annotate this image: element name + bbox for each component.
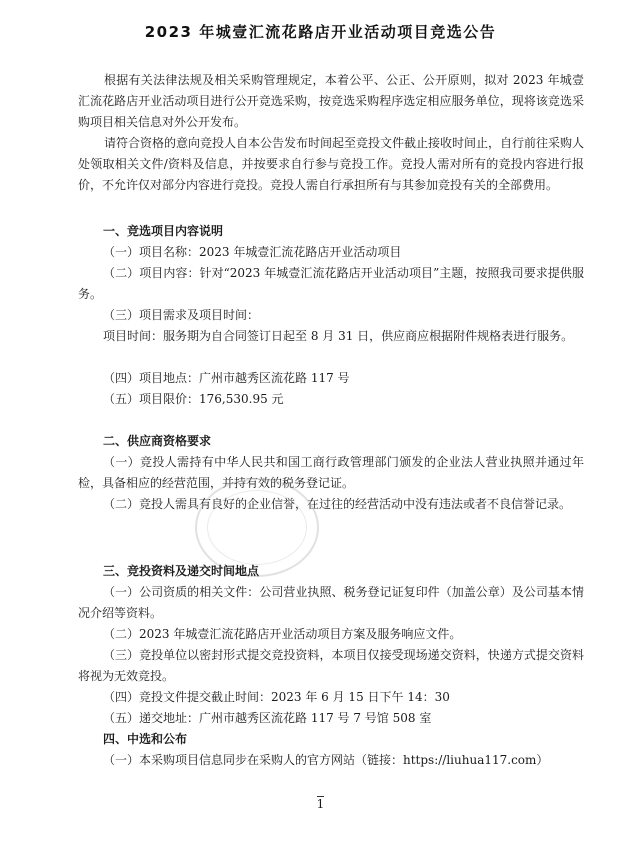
section-4-heading: 四、中选和公布: [103, 732, 188, 746]
section-2-item-2: （二）竞投人需具有良好的企业信誉，在过往的经营活动中没有违法或者不良信誉记录。: [103, 497, 572, 511]
section-2-heading: 二、供应商资格要求: [103, 434, 212, 448]
intro-paragraph-2: 请符合资格的意向竞投人自本公告发布时间起至竞投文件截止接收时间止，自行前往采购人处领取相关文件/资料及信息，并按要求自行参与竞投工作。竞投人需对所有的竞投内容进行报价，不允许仅对部分内容进行竞投。竞投人需自行承担所有与其参加竞投有关的全部费用。: [78, 136, 585, 192]
section-3-item-4: （四）竞投文件提交截止时间：2023 年 6 月 15 日下午 14：30: [103, 690, 450, 704]
section-1-item-1: （一）项目名称：2023 年城壹汇流花路店开业活动项目: [103, 245, 402, 259]
section-3-item-1: （一）公司资质的相关文件：公司营业执照、税务登记证复印件（加盖公章）及公司基本情况介绍等资料。: [78, 585, 584, 620]
section-3-item-5: （五）递交地址：广州市越秀区流花路 117 号 7 号馆 508 室: [103, 711, 432, 725]
section-1-item-5: （五）项目限价：176,530.95 元: [103, 392, 284, 406]
section-3-heading: 三、竞投资料及递交时间地点: [103, 564, 260, 578]
section-1-item-2: （二）项目内容：针对“2023 年城壹汇流花路店开业活动项目”主题，按照我司要求提供服务。: [78, 266, 584, 301]
section-3-item-3: （三）竞投单位以密封形式提交竞投资料，本项目仅接受现场递交资料，快递方式提交资料将视为无效竞投。: [78, 648, 584, 683]
intro-paragraph-1: 根据有关法律法规及相关采购管理规定，本着公平、公正、公开原则，拟对 2023 年城壹汇流花路店开业活动项目进行公开竞选采购，按竞选采购程序选定相应服务单位，现将该竞选采购项目相关信息对外公开发布。: [78, 73, 584, 129]
section-2-item-1: （一）竞投人需持有中华人民共和国工商行政管理部门颁发的企业法人营业执照并通过年检，具备相应的经营范围，并持有效的税务登记证。: [78, 455, 584, 490]
section-1-heading: 一、竞选项目内容说明: [103, 224, 224, 238]
section-1-item-3: （三）项目需求及项目时间：: [103, 308, 260, 322]
section-1-item-3-detail: 项目时间：服务期为自合同签订日起至 8 月 31 日，供应商应根据附件规格表进行服务。: [103, 329, 574, 343]
page-number-text: 1: [316, 797, 325, 811]
document-title: 2023 年城壹汇流花路店开业活动项目竞选公告: [144, 23, 497, 41]
section-4-item-1: （一）本采购项目信息同步在采购人的官方网站（链接：https://liuhua117.com）: [103, 753, 549, 767]
section-1-item-4: （四）项目地点：广州市越秀区流花路 117 号: [103, 371, 350, 385]
section-3-item-2: （二）2023 年城壹汇流花路店开业活动项目方案及服务响应文件。: [103, 627, 462, 641]
page-number: [0, 797, 641, 811]
